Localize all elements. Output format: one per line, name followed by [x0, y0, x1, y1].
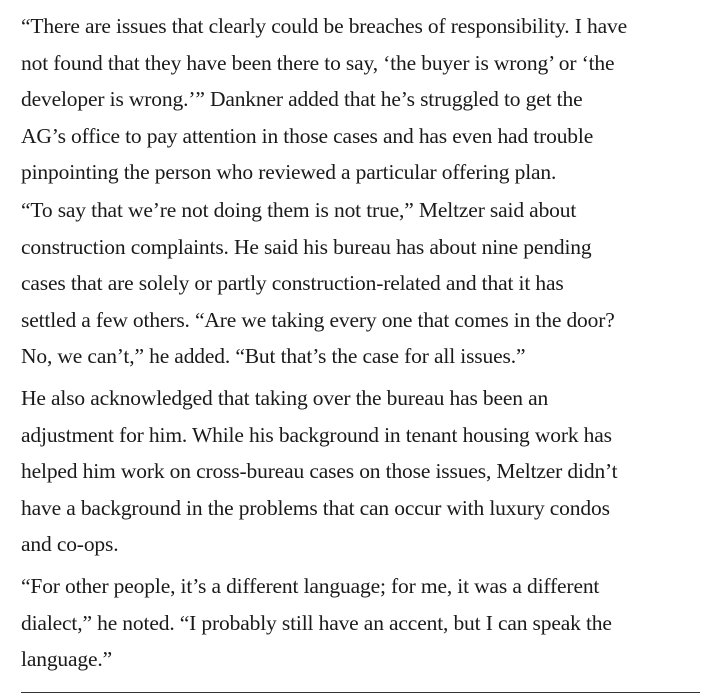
- paragraph-2: [21, 192, 615, 375]
- paragraph-line: adjustment for him. While his background in tenant housing work has: [21, 422, 612, 447]
- paragraph-line: dialect,” he noted. “I probably still have an accent, but I can speak the: [21, 610, 612, 635]
- paragraph-line: AG’s office to pay attention in those cases and has even had trouble: [21, 123, 594, 148]
- paragraph-line: “To say that we’re not doing them is not true,” Meltzer said about: [21, 198, 577, 222]
- paragraph-1: [21, 8, 627, 191]
- paragraph-line: helped him work on cross-bureau cases on those issues, Meltzer didn’t: [21, 459, 618, 483]
- paragraph-4: [21, 568, 612, 678]
- paragraph-line: have a background in the problems that can occur with luxury condos: [21, 495, 610, 520]
- section-divider: [21, 692, 700, 693]
- paragraph-line: not found that they have been there to say, ‘the buyer is wrong’ or ‘the: [21, 50, 615, 75]
- paragraph-line: construction complaints. He said his bureau has about nine pending: [21, 234, 592, 259]
- paragraph-line: “For other people, it’s a different language; for me, it was a different: [21, 574, 600, 598]
- paragraph-line: He also acknowledged that taking over the bureau has been an: [21, 386, 549, 410]
- paragraph-line: developer is wrong.’” Dankner added that he’s struggled to get the: [21, 87, 583, 111]
- paragraph-line: language.”: [21, 647, 113, 671]
- paragraph-line: No, we can’t,” he added. “But that’s the case for all issues.”: [21, 344, 526, 368]
- paragraph-3: [21, 380, 618, 563]
- paragraph-line: settled a few others. “Are we taking every one that comes in the door?: [21, 307, 615, 332]
- paragraph-line: and co-ops.: [21, 532, 119, 556]
- paragraph-line: pinpointing the person who reviewed a particular offering plan.: [21, 160, 557, 184]
- paragraph-line: cases that are solely or partly construction-related and that it has: [21, 271, 564, 295]
- paragraph-line: “There are issues that clearly could be breaches of responsibility. I have: [21, 14, 627, 38]
